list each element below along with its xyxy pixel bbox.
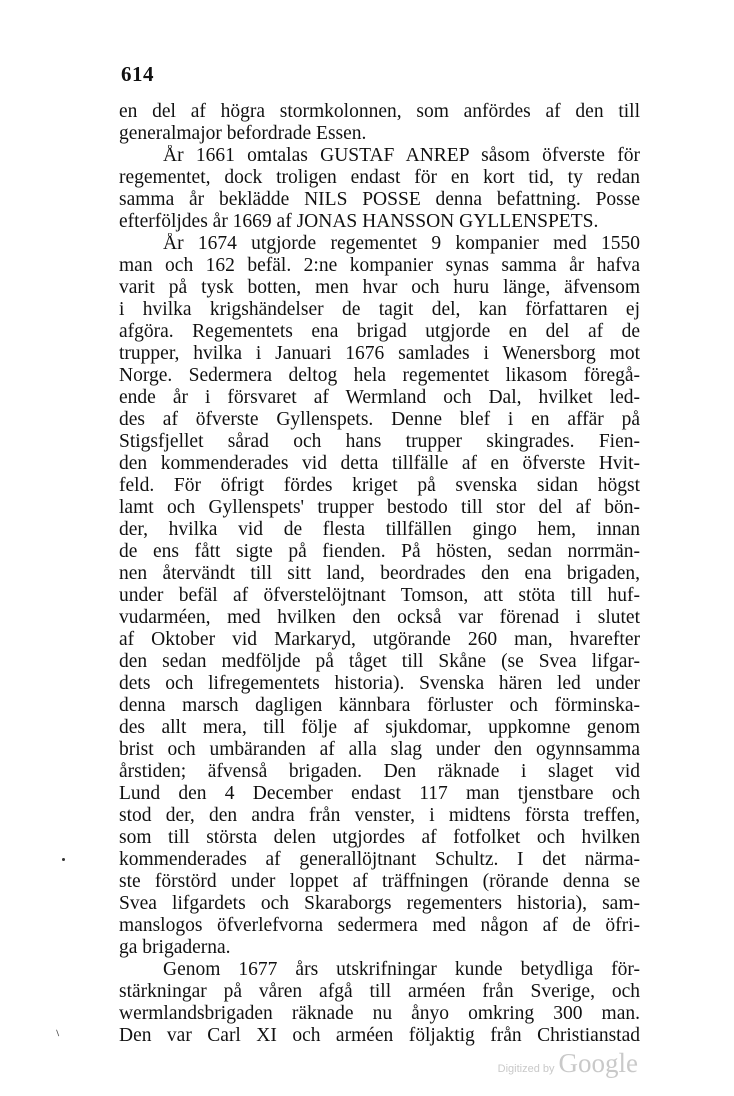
text-line: under befäl af öfverstelöjtnant Tomson, att stöta till huf- bbox=[119, 585, 640, 606]
text-line: en del af högra stormkolonnen, som anfördes af den till bbox=[119, 101, 640, 122]
text-line: Den var Carl XI och arméen följaktig från Christianstad bbox=[119, 1025, 640, 1046]
text-line: des allt mera, till följe af sjukdomar, uppkomne genom bbox=[119, 717, 640, 738]
text-line: kommenderades af generallöjtnant Schultz. I det närma- bbox=[119, 849, 640, 870]
text-line: regementet, dock troligen endast för en kort tid, ty redan bbox=[119, 167, 640, 188]
text-line: Genom 1677 års utskrifningar kunde betydliga för- bbox=[163, 959, 640, 980]
text-line: Svea lifgardets och Skaraborgs regementers historia), sam- bbox=[119, 893, 640, 914]
text-line: trupper, hvilka i Januari 1676 samlades i Wenersborg mot bbox=[119, 343, 640, 364]
page-number: 614 bbox=[121, 62, 154, 86]
text-line: vudarméen, med hvilken den också var förenad i slutet bbox=[119, 607, 640, 628]
text-line: dets och lifregementets historia). Svenska hären led under bbox=[119, 673, 640, 694]
text-line: lamt och Gyllenspets' trupper bestodo till stor del af bön- bbox=[119, 497, 640, 518]
text-line: wermlandsbrigaden räknade nu ånyo omkring 300 man. bbox=[119, 1003, 640, 1024]
margin-mark: ⸌ bbox=[50, 1026, 64, 1044]
text-line: stärkningar på våren afgå till arméen från Sverige, och bbox=[119, 981, 640, 1002]
text-line: efterföljdes år 1669 af JONAS HANSSON GYLLENSPETS. bbox=[119, 211, 599, 232]
text-line: Lund den 4 December endast 117 man tjenstbare och bbox=[119, 783, 640, 804]
text-line: generalmajor befordrade Essen. bbox=[119, 123, 367, 144]
text-line: brist och umbäranden af alla slag under den ogynnsamma bbox=[119, 739, 640, 760]
text-line: som till största delen utgjordes af fotfolket och hvilken bbox=[119, 827, 640, 848]
watermark bbox=[498, 1048, 638, 1079]
text-line: den kommenderades vid detta tillfälle af en öfverste Hvit- bbox=[119, 453, 640, 474]
text-line: Norge. Sedermera deltog hela regementet likasom föregå- bbox=[119, 365, 640, 386]
watermark-prefix: Digitized by bbox=[497, 1063, 555, 1075]
watermark-logo: Google bbox=[558, 1048, 638, 1078]
text-line: man och 162 befäl. 2:ne kompanier synas samma år hafva bbox=[119, 255, 640, 276]
text-line: den sedan medföljde på tåget till Skåne (se Svea lifgar- bbox=[119, 651, 640, 672]
text-line: År 1674 utgjorde regementet 9 kompanier med 1550 bbox=[163, 233, 640, 254]
body-text bbox=[119, 101, 640, 1047]
text-line: Stigsfjellet sårad och hans trupper skingrades. Fien- bbox=[119, 431, 640, 452]
text-line: der, hvilka vid de flesta tillfällen gingo hem, innan bbox=[119, 519, 640, 540]
margin-dot bbox=[62, 858, 65, 861]
text-line: År 1661 omtalas GUSTAF ANREP såsom öfverste för bbox=[163, 145, 640, 166]
text-line: årstiden; äfvenså brigaden. Den räknade i slaget vid bbox=[119, 761, 640, 782]
text-line: feld. För öfrigt fördes kriget på svenska sidan högst bbox=[119, 475, 640, 496]
text-line: i hvilka krigshändelser de tagit del, kan författaren ej bbox=[119, 299, 640, 320]
text-line: af Oktober vid Markaryd, utgörande 260 man, hvarefter bbox=[119, 629, 640, 650]
text-line: de ens fått sigte på fienden. På hösten, sedan norrmän- bbox=[119, 541, 640, 562]
text-line: manslogos öfverlefvorna sedermera med någon af de öfri- bbox=[119, 915, 640, 936]
text-line: stod der, den andra från venster, i midtens första treffen, bbox=[119, 805, 640, 826]
text-line: afgöra. Regementets ena brigad utgjorde en del af de bbox=[119, 321, 640, 342]
text-line: ste förstörd under loppet af träffningen (rörande denna se bbox=[119, 871, 640, 892]
text-line: nen återvändt till sitt land, beordrades den ena brigaden, bbox=[119, 563, 640, 584]
text-line: denna marsch dagligen kännbara förluster och förminska- bbox=[119, 695, 640, 716]
text-line: des af öfverste Gyllenspets. Denne blef i en affär på bbox=[119, 409, 640, 430]
text-line: samma år beklädde NILS POSSE denna befattning. Posse bbox=[119, 189, 640, 210]
text-line: ende år i försvaret af Wermland och Dal, hvilket led- bbox=[119, 387, 640, 408]
text-line: ga brigaderna. bbox=[119, 937, 231, 958]
text-line: varit på tysk botten, men hvar och huru länge, äfvensom bbox=[119, 277, 640, 298]
